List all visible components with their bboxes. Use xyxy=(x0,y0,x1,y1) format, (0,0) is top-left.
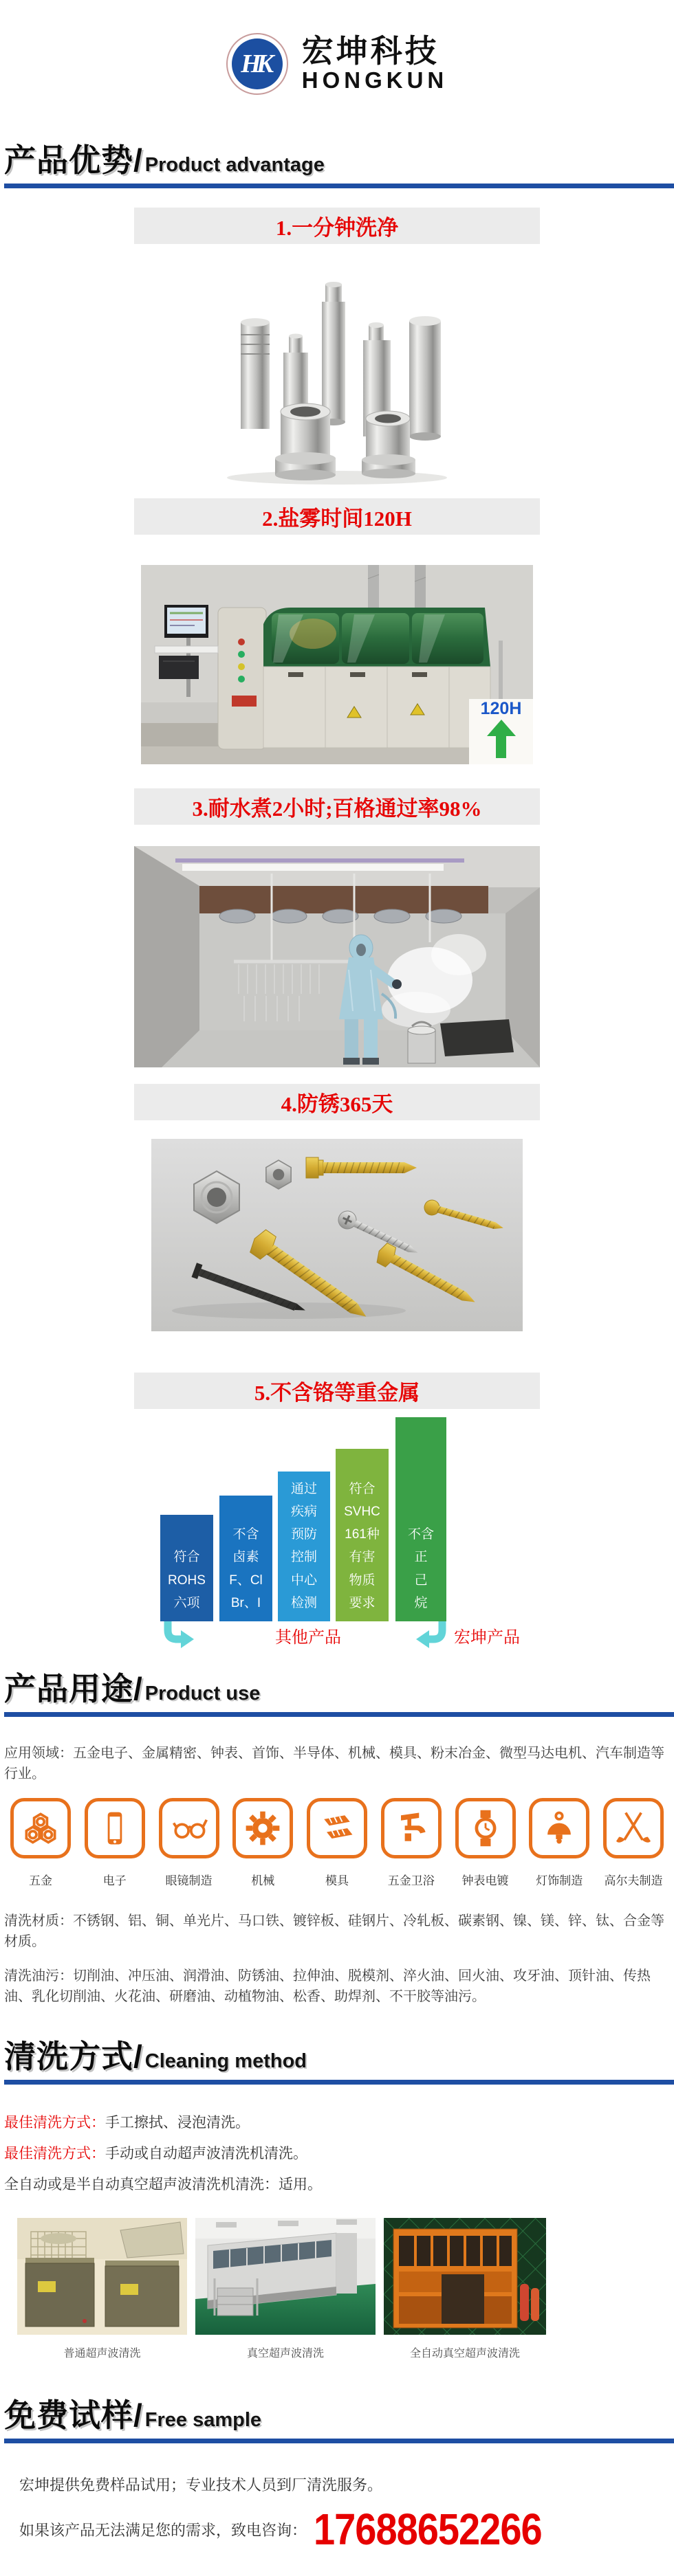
vacuum-ultrasonic-cleaner-photo xyxy=(195,2218,376,2360)
section-head-sample xyxy=(0,2390,674,2443)
stainless-steel-pins-photo xyxy=(199,281,475,487)
advantage-banner-4 xyxy=(134,1084,540,1120)
chart-bar-cdc xyxy=(278,1472,330,1621)
section-title-en: Product advantage xyxy=(144,154,325,176)
spray-booth-worker-photo xyxy=(134,846,540,1067)
advantage-banner-2 xyxy=(134,498,540,535)
compliance-bar-chart xyxy=(0,1409,674,1654)
machine-caption: 普通超声波清洗 xyxy=(63,2348,141,2360)
section-divider xyxy=(4,184,674,188)
section-title-cn: 清洗方式/ xyxy=(4,2039,143,2074)
industry-item-golf xyxy=(598,1798,668,1888)
section-title-cn: 免费试样/ xyxy=(4,2397,143,2433)
smartphone-icon xyxy=(85,1798,145,1858)
other-products-label: 其他产品 xyxy=(275,1628,341,1647)
method-text: 手动或自动超声波清洗机清洗。 xyxy=(105,2146,307,2162)
banner-text: 5.不含铬等重金属 xyxy=(254,1381,420,1405)
mold-icon xyxy=(307,1798,367,1858)
industry-item-hardware xyxy=(6,1798,76,1888)
site-header xyxy=(0,0,674,127)
contact-prefix-text: 如果该产品无法满足您的需求，致电咨询： xyxy=(19,2521,307,2539)
golf-clubs-icon xyxy=(603,1798,664,1858)
glasses-icon xyxy=(159,1798,219,1858)
section-title-en: Product use xyxy=(144,1683,261,1705)
gear-icon xyxy=(232,1798,293,1858)
chart-bar-rohs xyxy=(160,1515,213,1621)
section-title-en: Free sample xyxy=(144,2409,262,2431)
method-line-1 xyxy=(0,2113,674,2133)
company-name-cn: 宏坤科技 xyxy=(301,33,439,69)
automatic-vacuum-ultrasonic-cleaner-photo xyxy=(384,2218,546,2360)
section-head-method xyxy=(0,2032,674,2085)
banner-text: 4.防锈365天 xyxy=(281,1092,393,1116)
brand-block xyxy=(302,34,448,93)
section-title-cn: 产品用途/ xyxy=(4,1671,143,1707)
industry-item-bathroom xyxy=(376,1798,446,1888)
advantage-banner-5 xyxy=(134,1373,540,1409)
banner-text: 3.耐水煮2小时;百格通过率98% xyxy=(192,797,482,821)
bar-label: 不含 正 己 烷 xyxy=(407,1527,434,1610)
pins-illustration xyxy=(199,281,475,487)
advantage-banner-3 xyxy=(134,788,540,825)
ordinary-ultrasonic-cleaner-photo xyxy=(17,2218,187,2360)
industry-label: 机械 xyxy=(251,1874,275,1887)
green-up-arrow-icon xyxy=(487,720,516,758)
spray-booth-illustration xyxy=(134,846,540,1067)
industry-item-glasses xyxy=(154,1798,224,1888)
anti-rust-screws-photo xyxy=(151,1139,523,1331)
watch-icon xyxy=(455,1798,516,1858)
section-divider xyxy=(4,1712,674,1717)
industry-item-watch xyxy=(450,1798,521,1888)
bar-label: 通过 疾病 预防 控制 中心 检测 xyxy=(290,1481,317,1610)
cyan-elbow-arrow-left-icon xyxy=(413,1621,447,1650)
section-head-advantage xyxy=(0,135,674,188)
industry-label: 电子 xyxy=(102,1874,127,1887)
faucet-icon xyxy=(381,1798,442,1858)
bar-label: 不含 卤素 F、Cl Br、I xyxy=(229,1527,263,1610)
banner-text: 2.盐雾时间120H xyxy=(262,507,412,531)
section-title-en: Cleaning method xyxy=(144,2050,307,2072)
method-line-3 xyxy=(0,2175,674,2195)
logo-circle xyxy=(232,38,283,89)
banner-text: 1.一分钟洗净 xyxy=(275,216,399,240)
lamp-icon xyxy=(529,1798,589,1858)
method-label: 最佳清洗方式： xyxy=(4,2146,105,2162)
industry-label: 模具 xyxy=(325,1874,349,1887)
section-title-cn: 产品优势/ xyxy=(4,142,143,178)
industry-label: 灯饰制造 xyxy=(536,1874,583,1887)
phone-number: 17688652266 xyxy=(314,2504,542,2554)
method-text: 全自动或是半自动真空超声波清洗机清洗：适用。 xyxy=(4,2177,322,2192)
section-head-use xyxy=(0,1664,674,1717)
cleaning-materials-text: 清洗材质：不锈钢、铝、铜、单光片、马口铁、镀锌板、硅钢片、冷轧板、碳素钢、镍、镁、锌、钛、合金等材质。 xyxy=(4,1913,664,1949)
chart-bar-halogen xyxy=(219,1496,272,1621)
section-divider xyxy=(4,2080,674,2085)
automatic-cleaner-illustration xyxy=(384,2218,546,2335)
hongkun-products-label: 宏坤产品 xyxy=(454,1628,520,1647)
badge-120h-text: 120H xyxy=(480,699,522,718)
machine-caption: 真空超声波清洗 xyxy=(246,2348,324,2360)
bar-label: 符合 ROHS 六项 xyxy=(168,1550,206,1610)
industry-label: 钟表电镀 xyxy=(461,1874,509,1887)
industry-item-mold xyxy=(302,1798,372,1888)
salt-spray-badge xyxy=(469,699,533,764)
industry-item-electronics xyxy=(80,1798,150,1888)
industry-item-lighting xyxy=(524,1798,594,1888)
contact-row xyxy=(0,2504,674,2576)
application-fields-text: 应用领域：五金电子、金属精密、钟表、首饰、半导体、机械、模具、粉末冶金、微型马达电机、汽车制造等行业。 xyxy=(4,1746,664,1781)
cyan-elbow-arrow-right-icon xyxy=(163,1621,197,1650)
cleaning-oils-text: 清洗油污：切削油、冲压油、润滑油、防锈油、拉伸油、脱模剂、淬火油、回火油、攻牙油、顶针油、传热油、乳化切削油、火花油、研磨油、动植物油、松香、助焊剂、不干胶等油污。 xyxy=(4,1968,651,2004)
industry-label: 五金 xyxy=(29,1874,52,1887)
advantage-banner-1 xyxy=(134,208,540,244)
method-text: 手工擦拭、浸泡清洗。 xyxy=(105,2115,250,2131)
vacuum-cleaner-illustration xyxy=(195,2218,376,2335)
section-divider xyxy=(4,2439,674,2443)
hex-nuts-icon xyxy=(10,1798,71,1858)
company-name-en: HONGKUN xyxy=(301,67,448,93)
chart-bar-svhc xyxy=(336,1449,389,1621)
industry-label: 高尔夫制造 xyxy=(604,1874,663,1887)
logo-text: HK xyxy=(241,49,270,78)
free-sample-text: 宏坤提供免费样品试用；专业技术人员到厂清洗服务。 xyxy=(19,2476,383,2494)
chart-bar-hexane xyxy=(395,1417,446,1621)
company-logo xyxy=(226,33,288,95)
industry-label: 五金卫浴 xyxy=(387,1874,435,1887)
screws-illustration xyxy=(151,1139,523,1331)
method-line-2 xyxy=(0,2144,674,2164)
ordinary-cleaner-illustration xyxy=(17,2218,187,2335)
method-label: 最佳清洗方式： xyxy=(4,2115,105,2131)
cleaning-machines-row xyxy=(0,2218,674,2360)
industry-icons-row xyxy=(0,1798,674,1888)
machine-caption: 全自动真空超声波清洗 xyxy=(409,2348,520,2360)
industry-label: 眼镜制造 xyxy=(165,1874,213,1887)
bar-label: 符合 SVHC 161种 有害 物质 要求 xyxy=(344,1481,380,1610)
industry-item-machinery xyxy=(228,1798,298,1888)
salt-spray-test-machine-photo xyxy=(141,565,533,764)
